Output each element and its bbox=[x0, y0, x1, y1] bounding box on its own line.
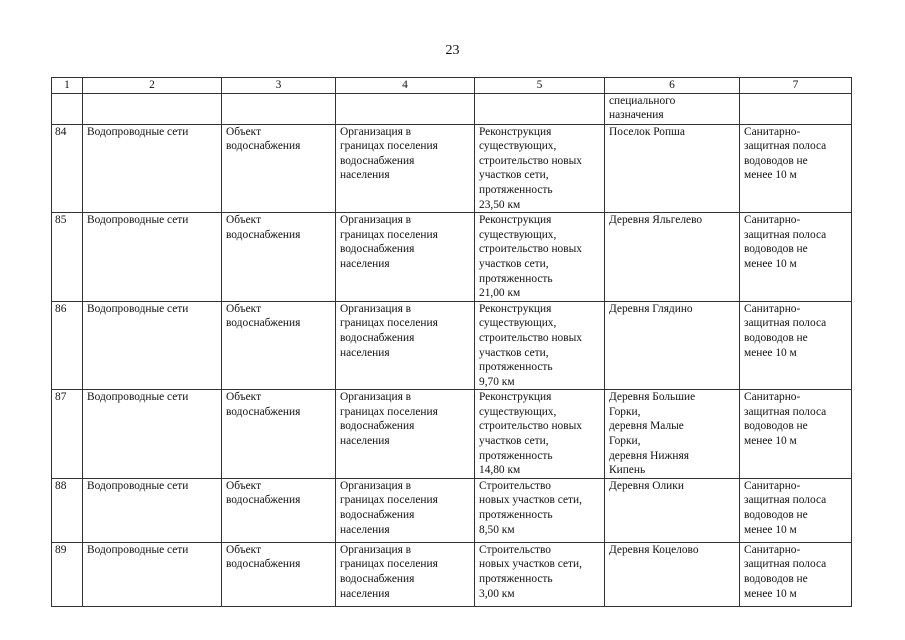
cell-line: Строительство bbox=[479, 479, 551, 492]
column-number: 3 bbox=[222, 78, 336, 94]
cell-line: защитная полоса bbox=[744, 558, 827, 571]
cell-line: Санитарно- bbox=[744, 125, 801, 138]
cell-line: Санитарно- bbox=[744, 543, 801, 556]
cell-line: Деревня Большие bbox=[609, 391, 696, 404]
cell-line: Организация в bbox=[340, 391, 412, 404]
cell-line: водоснабжения bbox=[226, 140, 301, 153]
cell-line: менее 10 м bbox=[744, 523, 797, 536]
column-number: 4 bbox=[336, 78, 475, 94]
table-row bbox=[52, 478, 852, 542]
location-cell bbox=[605, 542, 740, 606]
cell-line: строительство новых bbox=[479, 331, 582, 344]
cell-line: менее 10 м bbox=[744, 257, 797, 270]
cell-line: Организация в bbox=[340, 214, 412, 227]
row-number-cell: 86 bbox=[52, 301, 83, 390]
cell-line: существующих, bbox=[479, 317, 557, 330]
cell-line: Поселок Ропша bbox=[609, 125, 685, 138]
empty-cell bbox=[475, 93, 605, 124]
cell-line: 14,80 км bbox=[479, 464, 521, 477]
work-description-cell bbox=[475, 301, 605, 390]
cell-line: менее 10 м bbox=[744, 169, 797, 182]
cell-line: менее 10 м bbox=[744, 435, 797, 448]
cell-line: водоснабжения bbox=[340, 154, 415, 167]
cell-line: участков сети, bbox=[479, 435, 549, 448]
work-description-cell bbox=[475, 213, 605, 302]
cell-line: Санитарно- bbox=[744, 479, 801, 492]
row-number-cell: 85 bbox=[52, 213, 83, 302]
cell-line: водоснабжения bbox=[226, 494, 301, 507]
cell-line: новых участков сети, bbox=[479, 558, 582, 571]
cell-line: Объект bbox=[226, 391, 262, 404]
cell-line: участков сети, bbox=[479, 257, 549, 270]
cell-line: населения bbox=[340, 346, 390, 359]
cell-line: Реконструкция bbox=[479, 391, 552, 404]
cell-line: Объект bbox=[226, 543, 262, 556]
cell-line: Деревня Глядино bbox=[609, 302, 693, 315]
cell-line: Кипень bbox=[609, 464, 646, 477]
row-number-cell: 87 bbox=[52, 390, 83, 479]
cell-line: существующих, bbox=[479, 405, 557, 418]
cell-line: Санитарно- bbox=[744, 302, 801, 315]
cell-line: защитная полоса bbox=[744, 228, 827, 241]
cell-line: 23,50 км bbox=[479, 198, 521, 211]
cell-line: участков сети, bbox=[479, 346, 549, 359]
cell-line: Объект bbox=[226, 302, 262, 315]
location-cell bbox=[605, 478, 740, 542]
row-number-cell: 88 bbox=[52, 478, 83, 542]
cell-line: защитная полоса bbox=[744, 405, 827, 418]
cell-line: населения bbox=[340, 587, 390, 600]
cell-line: населения bbox=[340, 435, 390, 448]
object-name-cell: Водопроводные сети bbox=[83, 301, 222, 390]
cell-line: Организация в bbox=[340, 302, 412, 315]
cell-line: Организация в bbox=[340, 125, 412, 138]
object-name-cell: Водопроводные сети bbox=[83, 124, 222, 213]
cell-line: водоводов не bbox=[744, 154, 808, 167]
cell-line: Санитарно- bbox=[744, 391, 801, 404]
purpose-cell bbox=[336, 478, 475, 542]
cell-line: деревня Нижняя bbox=[609, 449, 689, 462]
cell-line: деревня Малые bbox=[609, 420, 684, 433]
cell-line: водоводов не bbox=[744, 573, 808, 586]
object-type-cell bbox=[222, 124, 336, 213]
protection-zone-cell bbox=[740, 301, 852, 390]
cell-line: протяженность bbox=[479, 449, 553, 462]
cell-line: защитная полоса bbox=[744, 140, 827, 153]
cell-line: существующих, bbox=[479, 140, 557, 153]
cell-line: Санитарно- bbox=[744, 214, 801, 227]
work-description-cell bbox=[475, 390, 605, 479]
object-type-cell bbox=[222, 478, 336, 542]
object-name-cell: Водопроводные сети bbox=[83, 542, 222, 606]
cell-line: водоводов не bbox=[744, 331, 808, 344]
cell-line: существующих, bbox=[479, 228, 557, 241]
cell-line: участков сети, bbox=[479, 169, 549, 182]
work-description-cell bbox=[475, 542, 605, 606]
protection-zone-cell bbox=[740, 124, 852, 213]
work-description-cell bbox=[475, 124, 605, 213]
cell-line: защитная полоса bbox=[744, 494, 827, 507]
location-cell bbox=[605, 390, 740, 479]
page-number: 23 bbox=[445, 43, 460, 58]
cell-line: Объект bbox=[226, 479, 262, 492]
cell-line: границах поселения bbox=[340, 405, 438, 418]
cell-line: протяженность bbox=[479, 509, 553, 522]
table-row bbox=[52, 301, 852, 390]
row-number-cell: 84 bbox=[52, 124, 83, 213]
cell-line: границах поселения bbox=[340, 317, 438, 330]
object-name-cell: Водопроводные сети bbox=[83, 478, 222, 542]
protection-zone-cell bbox=[740, 478, 852, 542]
cell-line: строительство новых bbox=[479, 420, 582, 433]
cell-line: назначения bbox=[609, 109, 664, 122]
cell-line: водоводов не bbox=[744, 509, 808, 522]
empty-cell bbox=[740, 93, 852, 124]
cell-line: Организация в bbox=[340, 479, 412, 492]
purpose-cell bbox=[336, 542, 475, 606]
column-number: 1 bbox=[52, 78, 83, 94]
column-number: 6 bbox=[605, 78, 740, 94]
cell-line: населения bbox=[340, 523, 390, 536]
cell-line: менее 10 м bbox=[744, 587, 797, 600]
protection-zone-cell bbox=[740, 542, 852, 606]
table-row bbox=[52, 390, 852, 479]
objects-table bbox=[51, 77, 852, 607]
cell-line: 9,70 км bbox=[479, 375, 515, 388]
cell-line: строительство новых bbox=[479, 154, 582, 167]
empty-cell bbox=[52, 93, 83, 124]
protection-zone-cell bbox=[740, 390, 852, 479]
object-name-cell: Водопроводные сети bbox=[83, 213, 222, 302]
purpose-cell bbox=[336, 301, 475, 390]
cell-line: границах поселения bbox=[340, 494, 438, 507]
cell-line: 21,00 км bbox=[479, 287, 521, 300]
cell-line: строительство новых bbox=[479, 243, 582, 256]
cell-line: Объект bbox=[226, 125, 262, 138]
column-number: 5 bbox=[475, 78, 605, 94]
cell-line: защитная полоса bbox=[744, 317, 827, 330]
object-type-cell bbox=[222, 542, 336, 606]
cell-line: Деревня Коцелово bbox=[609, 543, 699, 556]
cell-line: населения bbox=[340, 169, 390, 182]
purpose-cell bbox=[336, 213, 475, 302]
cell-line: границах поселения bbox=[340, 558, 438, 571]
cell-line: Реконструкция bbox=[479, 125, 552, 138]
cell-line: Объект bbox=[226, 214, 262, 227]
cell-line: водоснабжения bbox=[340, 331, 415, 344]
cell-line: Горки, bbox=[609, 435, 641, 448]
cell-line: Деревня Олики bbox=[609, 479, 684, 492]
cell-line: 3,00 км bbox=[479, 587, 515, 600]
location-cell bbox=[605, 301, 740, 390]
cell-line: водоводов не bbox=[744, 243, 808, 256]
continuation-location-cell bbox=[605, 93, 740, 124]
cell-line: водоснабжения bbox=[340, 420, 415, 433]
cell-line: водоводов не bbox=[744, 420, 808, 433]
location-cell bbox=[605, 124, 740, 213]
cell-line: границах поселения bbox=[340, 228, 438, 241]
table-row bbox=[52, 542, 852, 606]
object-name-cell: Водопроводные сети bbox=[83, 390, 222, 479]
cell-line: Строительство bbox=[479, 543, 551, 556]
cell-line: Организация в bbox=[340, 543, 412, 556]
work-description-cell bbox=[475, 478, 605, 542]
column-number: 2 bbox=[83, 78, 222, 94]
cell-line: 8,50 км bbox=[479, 523, 515, 536]
empty-cell bbox=[336, 93, 475, 124]
empty-cell bbox=[83, 93, 222, 124]
cell-line: Деревня Яльгелево bbox=[609, 214, 703, 227]
cell-line: менее 10 м bbox=[744, 346, 797, 359]
cell-line: протяженность bbox=[479, 573, 553, 586]
empty-cell bbox=[222, 93, 336, 124]
cell-line: водоснабжения bbox=[226, 317, 301, 330]
cell-line: водоснабжения bbox=[340, 509, 415, 522]
cell-line: водоснабжения bbox=[340, 573, 415, 586]
cell-line: новых участков сети, bbox=[479, 494, 582, 507]
column-number: 7 bbox=[740, 78, 852, 94]
cell-line: границах поселения bbox=[340, 140, 438, 153]
purpose-cell bbox=[336, 124, 475, 213]
table-row bbox=[52, 213, 852, 302]
table-row bbox=[52, 124, 852, 213]
cell-line: водоснабжения bbox=[340, 243, 415, 256]
cell-line: протяженность bbox=[479, 361, 553, 374]
location-cell bbox=[605, 213, 740, 302]
cell-line: Горки, bbox=[609, 405, 641, 418]
cell-line: водоснабжения bbox=[226, 558, 301, 571]
cell-line: Реконструкция bbox=[479, 302, 552, 315]
continuation-row bbox=[52, 93, 852, 124]
object-type-cell bbox=[222, 213, 336, 302]
object-type-cell bbox=[222, 301, 336, 390]
cell-line: протяженность bbox=[479, 183, 553, 196]
column-number-row bbox=[52, 78, 852, 94]
cell-line: специального bbox=[609, 94, 676, 107]
cell-line: протяженность bbox=[479, 272, 553, 285]
object-type-cell bbox=[222, 390, 336, 479]
row-number-cell: 89 bbox=[52, 542, 83, 606]
protection-zone-cell bbox=[740, 213, 852, 302]
cell-line: населения bbox=[340, 257, 390, 270]
cell-line: водоснабжения bbox=[226, 228, 301, 241]
cell-line: Реконструкция bbox=[479, 214, 552, 227]
cell-line: водоснабжения bbox=[226, 405, 301, 418]
purpose-cell bbox=[336, 390, 475, 479]
